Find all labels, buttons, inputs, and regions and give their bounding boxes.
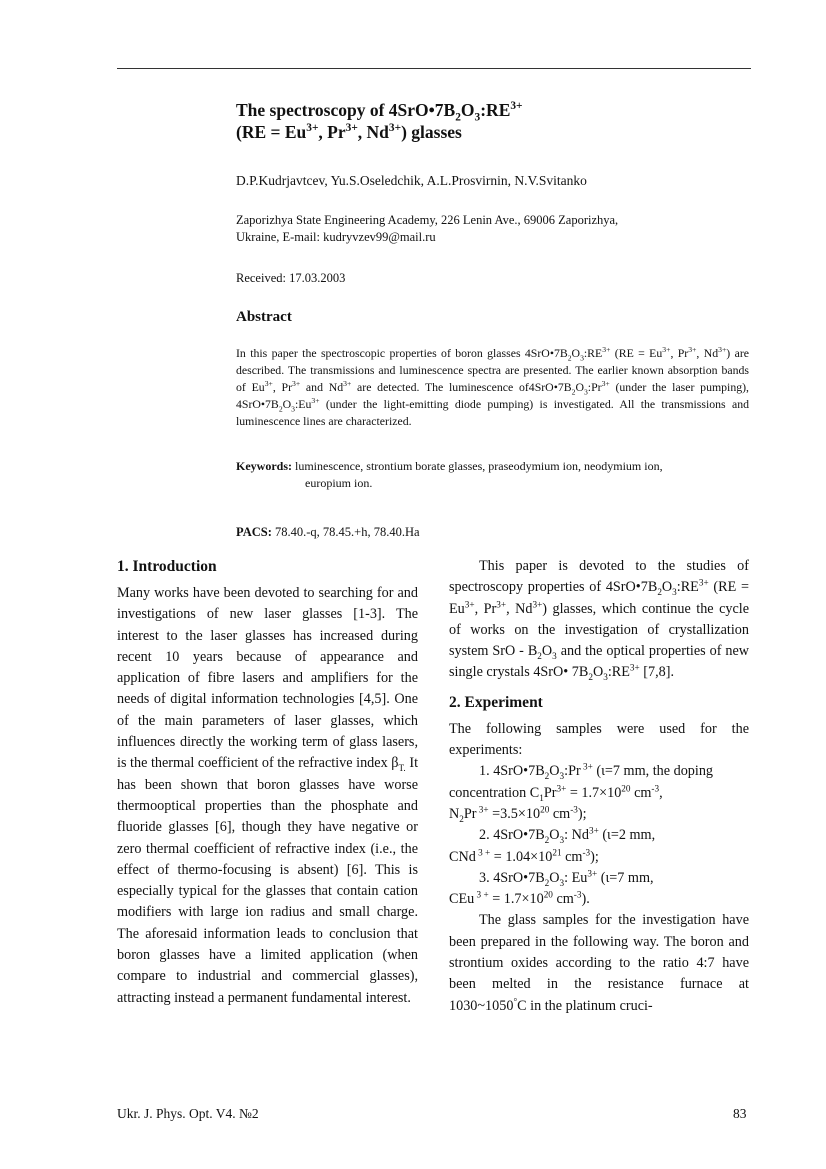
body-text: O (661, 579, 673, 596)
body-text: (RE = Eu (449, 579, 749, 617)
body-text: The glass samples for the investigation have been prepared in the following way. The boron and strontium oxides according to the ratio 4:7 have been melted in the resistance furnace at 1030~1050 (449, 912, 749, 1014)
header-rule (117, 68, 751, 69)
abstract-sup: 3+ (688, 345, 697, 355)
experiment-intro: The following samples were used for the experiments: (449, 720, 749, 759)
sample-item-1 (449, 761, 749, 782)
title-subscript: 3 (474, 111, 481, 124)
sample-item-2 (449, 825, 749, 846)
body-text: O (592, 664, 604, 681)
title-subscript: 2 (455, 111, 461, 124)
body-text: O (541, 643, 553, 660)
body-sub: 2 (544, 877, 550, 888)
abstract-span: (under the light-emitting diode pumping) is investigated. All the transmissions and luminescence lines are characterized. (236, 397, 749, 428)
abstract-sup: 3+ (343, 379, 352, 389)
title-text: :RE (480, 100, 511, 120)
pacs-label: PACS: (236, 525, 272, 539)
body-text: = 1.7×10 (566, 784, 622, 801)
title-text: O (460, 100, 475, 120)
body-text: : Nd (564, 827, 589, 844)
abstract-span: In this paper the spectroscopic properties of boron glasses 4SrO•7B (236, 346, 568, 360)
right-column (449, 556, 749, 1017)
abstract-sub: 2 (278, 404, 283, 414)
body-sup: 3+ (698, 577, 709, 588)
body-sub: 2 (544, 771, 550, 782)
body-sub: 3 (559, 835, 565, 846)
title-text: (RE = Eu (236, 122, 307, 142)
abstract-span: ) are described. The transmissions and luminescence spectra are presented. The earlier known absorption bands of Eu (236, 346, 749, 394)
body-sup: 3+ (580, 761, 593, 772)
abstract-span: and Nd (300, 380, 344, 394)
body-text: , Nd (506, 600, 533, 617)
title-superscript: 3+ (510, 100, 523, 113)
body-sub: 2 (459, 813, 464, 824)
section-heading-introduction: 1. Introduction (117, 558, 217, 575)
journal-reference: Ukr. J. Phys. Opt. V4. №2 (117, 1106, 259, 1121)
body-text: (ι=2 mm, (598, 827, 656, 844)
abstract-span: , Pr (670, 346, 689, 360)
body-sub: 3 (559, 771, 565, 782)
received-date: Received: 17.03.2003 (236, 271, 346, 285)
body-text: ); (577, 805, 587, 822)
abstract-span: :Eu (295, 397, 312, 411)
body-text: =3.5×10 (488, 805, 541, 822)
title-text: , Nd (357, 122, 389, 142)
body-text: :Pr (564, 763, 581, 780)
body-text: CEu (449, 891, 475, 908)
abstract-span: O (282, 397, 292, 411)
body-sub: 2 (588, 672, 593, 683)
body-sup: 3+ (464, 598, 475, 609)
body-text: Pr (463, 805, 477, 822)
body-sup: 3+ (532, 598, 543, 609)
title-text: , Pr (318, 122, 346, 142)
affiliation-line: Ukraine, E-mail: kudryvzev99@mail.ru (236, 229, 436, 244)
title-superscript: 3+ (306, 122, 319, 135)
body-text: ). (581, 891, 590, 908)
body-text: cm (561, 848, 583, 865)
body-text: and the optical properties of new single crystals 4SrO• 7B (449, 643, 749, 681)
body-sup: -3 (570, 804, 578, 815)
author-list: D.P.Kudrjavtcev, Yu.S.Oseledchik, A.L.Prosvirnin, N.V.Svitanko (236, 173, 587, 188)
body-text: ) glasses, which continue the cycle of works on the investigation of crystallization system SrO - B (449, 600, 750, 660)
body-text: N (449, 805, 460, 822)
section-heading-experiment: 2. Experiment (449, 693, 543, 711)
body-sub: 2 (537, 651, 542, 662)
body-text: concentration C (449, 784, 540, 801)
body-text: Pr (543, 784, 557, 801)
body-text: O (549, 827, 560, 844)
intro-paragraph (117, 583, 418, 1009)
title-text: 7B (434, 100, 456, 120)
body-sup: -3 (651, 782, 660, 793)
body-text: O (549, 869, 560, 886)
body-text: :RE (676, 579, 699, 596)
paper-title (236, 99, 756, 143)
body-sup: 20 (540, 804, 550, 815)
body-text: cm (549, 805, 571, 822)
abstract-span: :RE (583, 346, 603, 360)
abstract-sub: 3 (583, 387, 588, 397)
body-text: :RE (607, 664, 630, 681)
body-sub: 2 (544, 835, 550, 846)
abstract-sup: 3+ (602, 345, 611, 355)
abstract-sup: 3+ (292, 379, 301, 389)
body-text: , Pr (474, 600, 497, 617)
intro-sub: T. (398, 763, 406, 774)
body-sup: 3+ (476, 804, 489, 815)
abstract-span: (RE = Eu (610, 346, 663, 360)
title-text: ) glasses (401, 122, 462, 142)
keywords (236, 458, 749, 492)
title-superscript: 3+ (345, 122, 358, 135)
body-sub: 3 (552, 651, 557, 662)
keywords-label: Keywords: (236, 459, 292, 473)
abstract-sub: 3 (291, 404, 295, 414)
body-text: C in the platinum cruci- (517, 997, 653, 1014)
body-sub: 3 (559, 877, 565, 888)
body-text: [7,8]. (639, 664, 674, 681)
abstract-sub: 3 (580, 353, 584, 363)
keywords-text: europium ion. (305, 476, 373, 490)
sample-item-1-concentration-2 (449, 804, 749, 825)
abstract-span: , Nd (696, 346, 719, 360)
body-text: CNd (449, 848, 476, 865)
intro-text: It has been shown that boron glasses have worse thermooptical properties than the phosphate and fluoride glasses [6], though they have negative or zero thermal coefficient of refractive index (i.e., the effect of thermo-focusing is absent) [6]. This is especially typical for the glasses that contain cation modifiers with large ion radius and small charge. The aforesaid information leads to conclusion that boron glasses have a limited application (when compare to industrial and commercial glasses), attracting instead a permanent fundamental interest. (117, 755, 419, 1006)
body-text: 2. 4SrO•7B (479, 827, 545, 844)
body-sup: ° (513, 995, 518, 1006)
sample-item-3 (449, 868, 749, 889)
abstract-sub: 2 (567, 353, 572, 363)
abstract-span: :Pr (587, 380, 602, 394)
title-superscript: 3+ (388, 122, 402, 135)
abstract-sup: 3+ (311, 396, 320, 406)
abstract-sup: 3+ (601, 379, 610, 389)
body-sup: 3 + (474, 889, 489, 900)
abstract-sup: 3+ (264, 379, 273, 389)
body-text: , (659, 784, 663, 801)
body-sub: 3 (603, 672, 608, 683)
body-sub: 2 (657, 587, 662, 598)
body-sup: -3 (582, 846, 591, 857)
body-text: : Eu (564, 869, 588, 886)
body-text: 1. 4SrO•7B (479, 763, 545, 780)
body-sup: 21 (552, 846, 562, 857)
title-text: • (428, 100, 435, 120)
abstract-sup: 3+ (718, 345, 727, 355)
body-text: ); (590, 848, 599, 865)
keywords-text: luminescence, strontium borate glasses, praseodymium ion, neodymium ion, (292, 459, 663, 473)
left-column (117, 556, 418, 1009)
abstract-sup: 3+ (662, 345, 671, 355)
body-text: 3. 4SrO•7B (479, 869, 545, 886)
body-text: (ι=7 mm, the doping (592, 763, 714, 780)
pacs-codes (236, 524, 420, 540)
affiliation-line: Zaporizhya State Engineering Academy, 226 Lenin Ave., 69006 Zaporizhya, (236, 213, 619, 227)
body-text: (ι=7 mm, (597, 869, 654, 886)
intro-text: Many works have been devoted to searching for and investigations of new laser glasses [1-3]. The interest to the laser glasses has increased during recent 10 years because of appearance and application of fibre lasers and amplifiers for the needs of digital information technologies [4,5]. One of the main parameters of laser glasses, which influences directly the working term of glass lasers, is the thermal coefficient of the refractive index β (117, 585, 418, 772)
body-sup: 3+ (629, 662, 640, 673)
body-sup: 20 (621, 782, 631, 793)
abstract-heading: Abstract (236, 309, 292, 325)
body-sup: -3 (573, 889, 582, 900)
body-text: O (549, 763, 560, 780)
body-sup: 3+ (556, 782, 567, 793)
abstract-span: (under the laser pumping), 4SrO•7B (236, 380, 749, 411)
body-sup: 3 + (475, 846, 491, 857)
body-sup: 3+ (587, 868, 598, 879)
abstract-span: O (575, 380, 584, 394)
affiliation (236, 212, 756, 245)
title-text: The spectroscopy of 4SrO (236, 100, 429, 120)
body-text: = 1.04×10 (490, 848, 553, 865)
sample-item-2-concentration (449, 847, 749, 868)
pacs-text: 78.40.-q, 78.45.+h, 78.40.Ha (271, 525, 420, 539)
body-sup: 20 (543, 889, 553, 900)
body-sub: 1 (539, 792, 544, 803)
body-sup: 3+ (588, 825, 599, 836)
body-text: = 1.7×10 (488, 891, 544, 908)
sample-item-1-concentration (449, 783, 749, 804)
abstract-sub: 2 (571, 387, 576, 397)
abstract-span: are detected. The luminescence of4SrO•7B (351, 380, 572, 394)
preparation-paragraph (449, 910, 749, 1016)
abstract-span: , Pr (272, 380, 293, 394)
page-number: 83 (733, 1106, 747, 1121)
body-text: cm (552, 891, 574, 908)
sample-item-3-concentration (449, 889, 749, 910)
abstract-span: O (571, 346, 581, 360)
abstract-text (236, 345, 749, 430)
body-sup: 3+ (496, 598, 507, 609)
body-text: cm (630, 784, 652, 801)
body-sub: 3 (672, 587, 677, 598)
right-paragraph (449, 556, 749, 684)
body-text: This paper is devoted to the studies of spectroscopy properties of 4SrO•7B (449, 558, 749, 596)
